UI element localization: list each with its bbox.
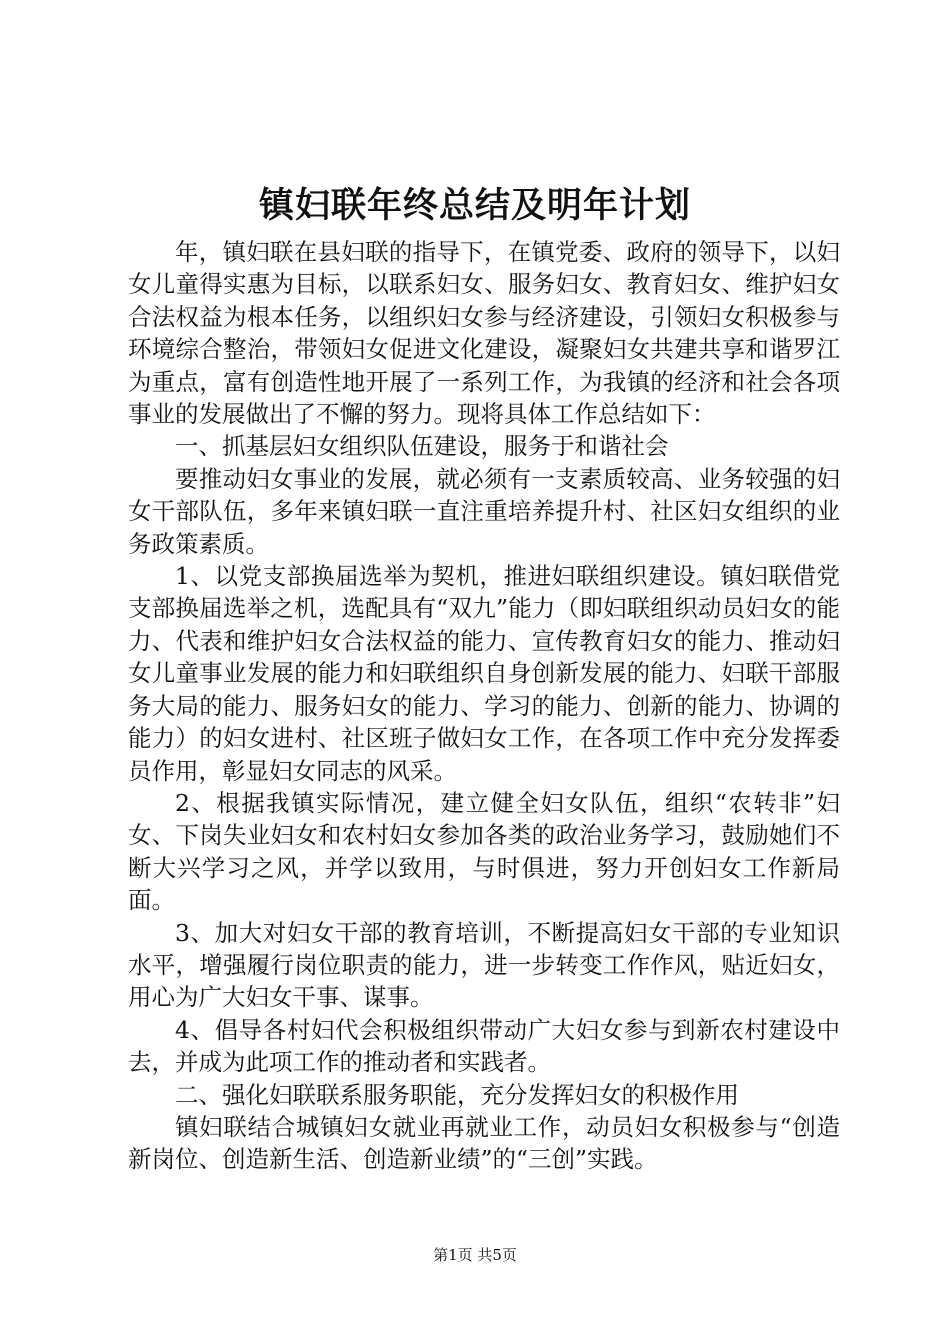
section-2-intro-paragraph: 镇妇联结合城镇妇女就业再就业工作，动员妇女积极参与“创造新岗位、创造新生活、创造新业绩”的“三创”实践。 <box>128 1112 840 1174</box>
item-2-paragraph: 2、根据我镇实际情况，建立健全妇女队伍，组织“农转非”妇女、下岗失业妇女和农村妇女参加各类的政治业务学习，鼓励她们不断大兴学习之风，并学以致用，与时俱进，努力开创妇女工作新局面。 <box>128 788 840 915</box>
item-3-paragraph: 3、加大对妇女干部的教育培训，不断提高妇女干部的专业知识水平，增强履行岗位职责的能力，进一步转变工作作风，贴近妇女，用心为广大妇女干事、谋事。 <box>128 918 840 1012</box>
section-heading-2: 二、强化妇联联系服务职能，充分发挥妇女的积极作用 <box>175 1080 739 1109</box>
item-1-paragraph: 1、以党支部换届选举为契机，推进妇联组织建设。镇妇联借党支部换届选举之机，选配具有“双九”能力（即妇联组织动员妇女的能力、代表和维护妇女合法权益的能力、宣传教育妇女的能力、推动妇女儿童事业发展的能力和妇联组织自身创新发展的能力、妇联干部服务大局的能力、服务妇女的能力、学习的能力、创新的能力、协调的能力）的妇女进村、社区班子做妇女工作，在各项工作中充分发挥委员作用，彰显妇女同志的风采。 <box>128 562 840 785</box>
document-body <box>128 236 840 1176</box>
section-1-intro-paragraph: 要推动妇女事业的发展，就必须有一支素质较高、业务较强的妇女干部队伍，多年来镇妇联一直注重培养提升村、社区妇女组织的业务政策素质。 <box>128 464 840 558</box>
intro-paragraph: 年，镇妇联在县妇联的指导下，在镇党委、政府的领导下，以妇女儿童得实惠为目标，以联系妇女、服务妇女、教育妇女、维护妇女合法权益为根本任务，以组织妇女参与经济建设，引领妇女积极参与环境综合整治，带领妇女促进文化建设，凝聚妇女共建共享和谐罗江为重点，富有创造性地开展了一系列工作，为我镇的经济和社会各项事业的发展做出了不懈的努力。现将具体工作总结如下： <box>128 238 840 429</box>
item-4-paragraph: 4、倡导各村妇代会积极组织带动广大妇女参与到新农村建设中去，并成为此项工作的推动者和实践者。 <box>128 1015 840 1077</box>
page-number-footer: 第1页 共5页 <box>433 1246 517 1264</box>
document-title: 镇妇联年终总结及明年计划 <box>258 186 691 226</box>
section-heading-1: 一、抓基层妇女组织队伍建设，服务于和谐社会 <box>175 432 669 461</box>
